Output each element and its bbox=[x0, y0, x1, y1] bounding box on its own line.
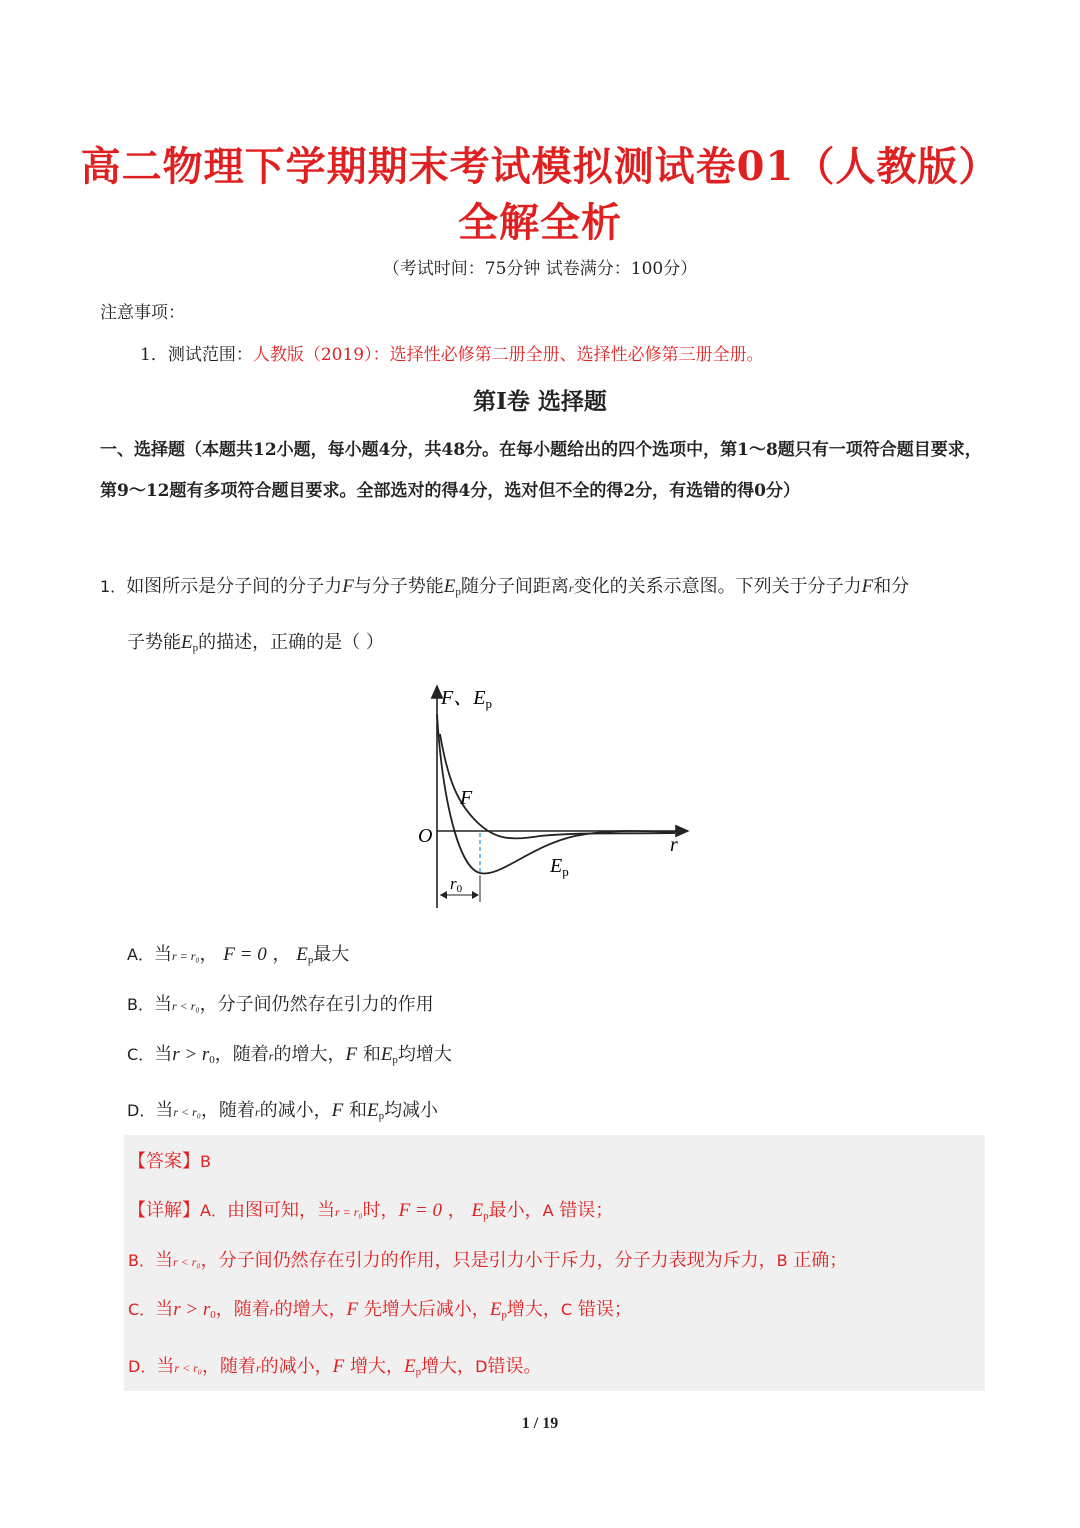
r0-arrow-left bbox=[440, 891, 447, 899]
option-b bbox=[127, 990, 434, 1016]
option-text: 的减小， bbox=[259, 1100, 332, 1121]
symbol-E: E bbox=[380, 1044, 393, 1065]
symbol-E: E bbox=[403, 1356, 416, 1377]
detail-d bbox=[128, 1352, 541, 1378]
notice-item-1-text: 人教版（2019）：选择性必修第二册全册、选择性必修第三册全册。 bbox=[252, 345, 764, 365]
detail-a bbox=[128, 1196, 613, 1222]
answer-value: B bbox=[200, 1152, 211, 1171]
q1-text: 随分子间距离 bbox=[460, 576, 569, 597]
option-text: 当 bbox=[153, 994, 172, 1015]
symbol-r: r bbox=[269, 1304, 275, 1318]
curve-Ep-label: $E_p$ bbox=[550, 855, 569, 879]
option-letter: C． bbox=[127, 1045, 155, 1064]
answer-label: 【答案】 bbox=[128, 1151, 200, 1172]
symbol-E: E bbox=[489, 1299, 502, 1320]
option-condition: r = r₀ bbox=[171, 949, 200, 963]
detail-letter: B． bbox=[128, 1251, 155, 1270]
detail-text: ，分子间仍然存在引力的作用，只是引力小于斥力，分子力表现为斥力， bbox=[200, 1250, 777, 1271]
question-number: 1． bbox=[100, 577, 127, 596]
option-condition: r > r bbox=[172, 1044, 210, 1065]
detail-text: 错误； bbox=[577, 1299, 632, 1320]
symbol-E: E bbox=[181, 632, 193, 653]
symbol-E: E bbox=[443, 576, 456, 597]
detail-text: 的减小， bbox=[260, 1356, 333, 1377]
y-axis-label: F、$E_p$ bbox=[441, 687, 492, 711]
r0-arrow-right bbox=[472, 891, 479, 899]
detail-text: 当 bbox=[156, 1356, 175, 1377]
detail-letter: A bbox=[542, 1201, 554, 1220]
detail-equation: F = 0 bbox=[398, 1200, 442, 1221]
page-number: 1 / 19 bbox=[521, 1415, 559, 1432]
symbol-F: F bbox=[861, 576, 874, 597]
curve-F-label: F bbox=[460, 787, 473, 809]
subscript: 0 bbox=[209, 1054, 215, 1066]
detail-text: 最小， bbox=[488, 1200, 543, 1221]
option-a bbox=[127, 940, 349, 966]
origin-label: O bbox=[418, 825, 433, 847]
detail-text: 错误。 bbox=[487, 1356, 542, 1377]
notice-item-1-prefix: 1．测试范围： bbox=[140, 345, 253, 365]
symbol-r: r bbox=[568, 581, 574, 595]
detail-text: ，随着 bbox=[215, 1299, 270, 1320]
symbol-F: F bbox=[346, 1299, 359, 1320]
symbol-F: F bbox=[332, 1356, 345, 1377]
curve-Ep bbox=[437, 714, 675, 874]
question-1-line1 bbox=[100, 572, 990, 598]
force-potential-graph bbox=[400, 676, 700, 916]
detail-text: 增大， bbox=[421, 1356, 476, 1377]
symbol-F: F bbox=[331, 1100, 344, 1121]
exam-info: （考试时间：75分钟 试卷满分：100分） bbox=[382, 259, 698, 279]
option-text: 和 bbox=[348, 1100, 367, 1121]
q1-text: 和分 bbox=[873, 576, 910, 597]
detail-condition: r < r₀ bbox=[172, 1255, 201, 1269]
section-title: 第Ⅰ卷 选择题 bbox=[473, 388, 607, 415]
curve-F bbox=[440, 734, 675, 838]
detail-letter: C． bbox=[128, 1300, 156, 1319]
answer-line bbox=[128, 1147, 211, 1173]
detail-label: 【详解】 bbox=[128, 1200, 200, 1221]
x-axis-label: r bbox=[670, 834, 678, 856]
option-condition: r < r₀ bbox=[171, 999, 200, 1013]
detail-text: 的增大， bbox=[274, 1299, 347, 1320]
symbol-p: p bbox=[192, 642, 199, 654]
symbol-p: p bbox=[378, 1110, 385, 1122]
notice-heading: 注意事项： bbox=[100, 303, 185, 323]
symbol-r: r bbox=[255, 1361, 261, 1375]
option-d bbox=[127, 1096, 438, 1122]
option-text: ，随着 bbox=[214, 1044, 269, 1065]
detail-letter: A． bbox=[200, 1201, 227, 1220]
detail-text: 增大， bbox=[506, 1299, 561, 1320]
symbol-p: p bbox=[392, 1054, 398, 1066]
detail-letter: B bbox=[776, 1251, 788, 1270]
section-instruction: 一、选择题（本题共12小题，每小题4分，共48分。在每小题给出的四个选项中，第1～8题只有一项符合题目要求，第9～12题有多项符合题目要求。全部选对的得4分，选对但不全的得2分，有选错的得0分） bbox=[100, 440, 982, 501]
option-letter: D． bbox=[127, 1101, 156, 1120]
detail-text: 正确； bbox=[793, 1250, 848, 1271]
detail-c bbox=[128, 1295, 632, 1321]
option-text: 均增大 bbox=[397, 1044, 452, 1065]
detail-condition: r > r bbox=[173, 1299, 211, 1320]
detail-condition: r < r₀ bbox=[174, 1361, 202, 1375]
detail-letter: D． bbox=[128, 1357, 157, 1376]
notice-item-1 bbox=[140, 340, 764, 365]
option-text: 最大 bbox=[313, 944, 350, 965]
subscript: 0 bbox=[210, 1309, 216, 1321]
symbol-F: F bbox=[342, 576, 354, 597]
detail-text: 当 bbox=[155, 1299, 174, 1320]
option-text: ， bbox=[199, 944, 218, 965]
r0-label: r0 bbox=[450, 874, 463, 895]
detail-text: 错误； bbox=[559, 1200, 614, 1221]
symbol-p: p bbox=[415, 1366, 422, 1378]
symbol-E: E bbox=[471, 1200, 484, 1221]
option-text: 的增大， bbox=[273, 1044, 346, 1065]
option-text: 均减小 bbox=[384, 1100, 439, 1121]
symbol-p: p bbox=[307, 954, 314, 966]
option-letter: A． bbox=[127, 945, 154, 964]
option-text: 当 bbox=[155, 1100, 174, 1121]
detail-letter: D bbox=[475, 1357, 488, 1376]
detail-condition: r = r₀ bbox=[334, 1205, 363, 1219]
q1-text: 子势能 bbox=[127, 632, 181, 653]
symbol-p: p bbox=[501, 1309, 507, 1321]
option-text: 和 bbox=[362, 1044, 381, 1065]
option-text: 当 bbox=[154, 1044, 173, 1065]
symbol-p: p bbox=[455, 586, 461, 598]
detail-letter: C bbox=[560, 1300, 573, 1319]
detail-text: 由图可知，当 bbox=[226, 1200, 335, 1221]
symbol-E: E bbox=[296, 944, 308, 965]
symbol-r: r bbox=[268, 1049, 274, 1063]
detail-text: 当 bbox=[154, 1250, 173, 1271]
option-text: ，随着 bbox=[200, 1100, 255, 1121]
q1-text: 变化的关系示意图。下列关于分子力 bbox=[573, 576, 862, 597]
page-title: 高二物理下学期期末考试模拟测试卷01（人教版） bbox=[80, 143, 1000, 190]
symbol-E: E bbox=[366, 1100, 379, 1121]
symbol-p: p bbox=[483, 1210, 489, 1222]
detail-text: ， bbox=[447, 1200, 466, 1221]
option-condition: r < r₀ bbox=[173, 1105, 201, 1119]
option-letter: B． bbox=[127, 995, 154, 1014]
detail-text: 增大， bbox=[349, 1356, 404, 1377]
symbol-r: r bbox=[254, 1105, 260, 1119]
detail-text: 时， bbox=[362, 1200, 399, 1221]
q1-text: 与分子势能 bbox=[353, 576, 444, 597]
q1-text: 如图所示是分子间的分子力 bbox=[126, 576, 343, 597]
detail-b bbox=[128, 1246, 847, 1272]
option-text: 当 bbox=[153, 944, 172, 965]
option-c bbox=[127, 1040, 452, 1066]
option-equation: F = 0 bbox=[223, 944, 267, 965]
detail-text: 先增大后减小， bbox=[363, 1299, 490, 1320]
option-text: ， bbox=[272, 944, 291, 965]
page-title-line2: 全解全析 bbox=[458, 199, 622, 246]
question-1-line2 bbox=[127, 628, 384, 654]
detail-text: ，随着 bbox=[201, 1356, 256, 1377]
option-text: ，分子间仍然存在引力的作用 bbox=[199, 994, 434, 1015]
symbol-F: F bbox=[345, 1044, 358, 1065]
q1-text: 的描述，正确的是（ ） bbox=[198, 632, 384, 653]
